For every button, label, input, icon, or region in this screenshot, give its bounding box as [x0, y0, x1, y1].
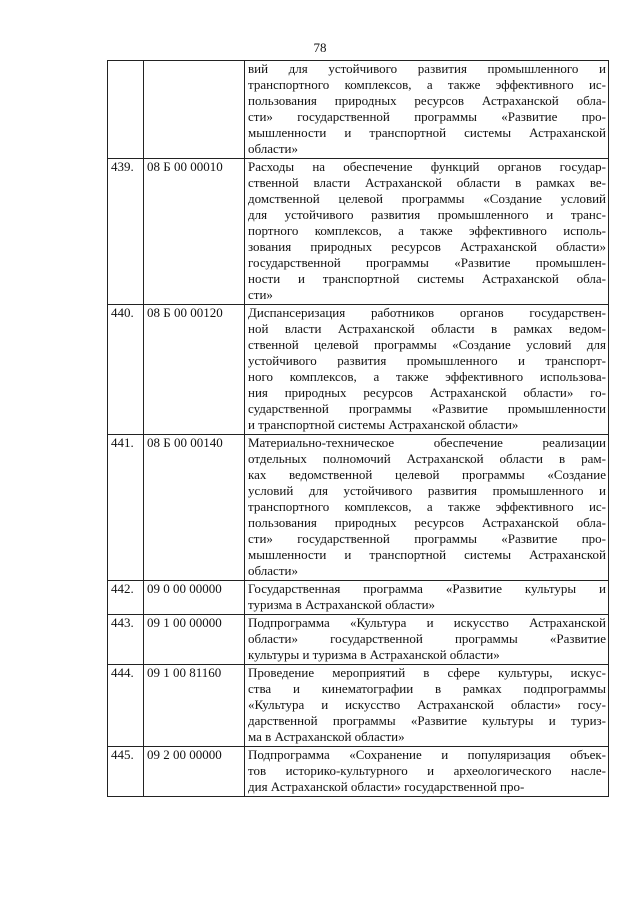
budget-table: [107, 60, 609, 797]
row-description: [245, 305, 609, 435]
description-line: Государственная программа «Развитие культуры и: [248, 581, 606, 596]
description-line: дарственной программы «Развитие культуры и туриз-: [248, 713, 606, 728]
description-line: ния природных ресурсов Астраханской области» го-: [248, 385, 606, 400]
description-line: тов историко-культурного и археологического насле-: [248, 763, 606, 778]
description-line: и транспортной системы Астраханской области»: [248, 417, 519, 432]
row-number: 439.: [108, 159, 144, 305]
description-line: мышленности и транспортной системы Астраханской: [248, 125, 606, 140]
description-line: ственной власти Астраханской области в рамках ве-: [248, 175, 606, 190]
description-line: транспортного комплексов, а также эффективного ис-: [248, 77, 606, 92]
row-number: 445.: [108, 747, 144, 797]
description-line: Подпрограмма «Сохранение и популяризация объек-: [248, 747, 606, 762]
description-line: зования природных ресурсов Астраханской области»: [248, 239, 606, 254]
description-line: ственной целевой программы «Создание условий для: [248, 337, 606, 352]
description-line: ства и кинематографии в рамках подпрограммы: [248, 681, 606, 696]
row-number: 443.: [108, 615, 144, 665]
description-line: государственной программы «Развитие промышлен-: [248, 255, 606, 270]
row-code: 08 Б 00 00010: [144, 159, 245, 305]
description-line: области» государственной программы «Развитие: [248, 631, 606, 646]
description-line: пользования природных ресурсов Астраханской обла-: [248, 93, 606, 108]
row-description: [245, 747, 609, 797]
description-line: портного комплексов, а также эффективного исполь-: [248, 223, 606, 238]
description-line: «Культура и искусство Астраханской области» госу-: [248, 697, 606, 712]
table-row: [108, 305, 609, 435]
description-line: ного комплексов, а также эффективного использова-: [248, 369, 606, 384]
row-code: [144, 61, 245, 159]
description-line: пользования природных ресурсов Астраханской обла-: [248, 515, 606, 530]
table-row: [108, 665, 609, 747]
description-line: дия Астраханской области» государственной про-: [248, 779, 525, 794]
description-line: сти»: [248, 287, 273, 302]
description-line: области»: [248, 563, 298, 578]
description-line: области»: [248, 141, 298, 156]
description-line: ности и транспортной системы Астраханской обла-: [248, 271, 606, 286]
description-line: условий для устойчивого развития промышленного и: [248, 483, 606, 498]
description-line: ной власти Астраханской области в рамках ведом-: [248, 321, 606, 336]
row-code: 09 2 00 00000: [144, 747, 245, 797]
description-line: Подпрограмма «Культура и искусство Астраханской: [248, 615, 606, 630]
description-line: ках ведомственной целевой программы «Создание: [248, 467, 606, 482]
row-description: [245, 615, 609, 665]
table-row: [108, 747, 609, 797]
description-line: культуры и туризма в Астраханской области»: [248, 647, 500, 662]
row-number: 441.: [108, 435, 144, 581]
description-line: туризма в Астраханской области»: [248, 597, 436, 612]
row-description: [245, 435, 609, 581]
description-line: Проведение мероприятий в сфере культуры, искус-: [248, 665, 606, 680]
table-row: [108, 159, 609, 305]
description-line: сти» государственной программы «Развитие про-: [248, 531, 606, 546]
row-code: 08 Б 00 00140: [144, 435, 245, 581]
row-description: [245, 61, 609, 159]
row-code: 08 Б 00 00120: [144, 305, 245, 435]
row-number: 440.: [108, 305, 144, 435]
description-line: вий для устойчивого развития промышленного и: [248, 61, 606, 76]
description-line: транспортного комплексов, а также эффективного ис-: [248, 499, 606, 514]
row-description: [245, 665, 609, 747]
row-number: 442.: [108, 581, 144, 615]
row-code: 09 1 00 81160: [144, 665, 245, 747]
table-row: [108, 581, 609, 615]
table-row: [108, 615, 609, 665]
description-line: для устойчивого развития промышленного и транс-: [248, 207, 606, 222]
table-row: [108, 61, 609, 159]
row-number: [108, 61, 144, 159]
description-line: Материально-техническое обеспечение реализации: [248, 435, 606, 450]
description-line: сударственной программы «Развитие промышленности: [248, 401, 606, 416]
row-code: 09 1 00 00000: [144, 615, 245, 665]
description-line: домственной целевой программы «Создание условий: [248, 191, 606, 206]
row-number: 444.: [108, 665, 144, 747]
description-line: Диспансеризация работников органов государствен-: [248, 305, 606, 320]
description-line: Расходы на обеспечение функций органов государ-: [248, 159, 606, 174]
description-line: сти» государственной программы «Развитие про-: [248, 109, 606, 124]
row-code: 09 0 00 00000: [144, 581, 245, 615]
description-line: отдельных полномочий Астраханской области в рам-: [248, 451, 606, 466]
row-description: [245, 581, 609, 615]
page-number: 78: [313, 40, 327, 55]
description-line: ма в Астраханской области»: [248, 729, 405, 744]
table-row: [108, 435, 609, 581]
description-line: мышленности и транспортной системы Астраханской: [248, 547, 606, 562]
description-line: устойчивого развития промышленного и транспорт-: [248, 353, 606, 368]
row-description: [245, 159, 609, 305]
table-body: [108, 61, 609, 797]
